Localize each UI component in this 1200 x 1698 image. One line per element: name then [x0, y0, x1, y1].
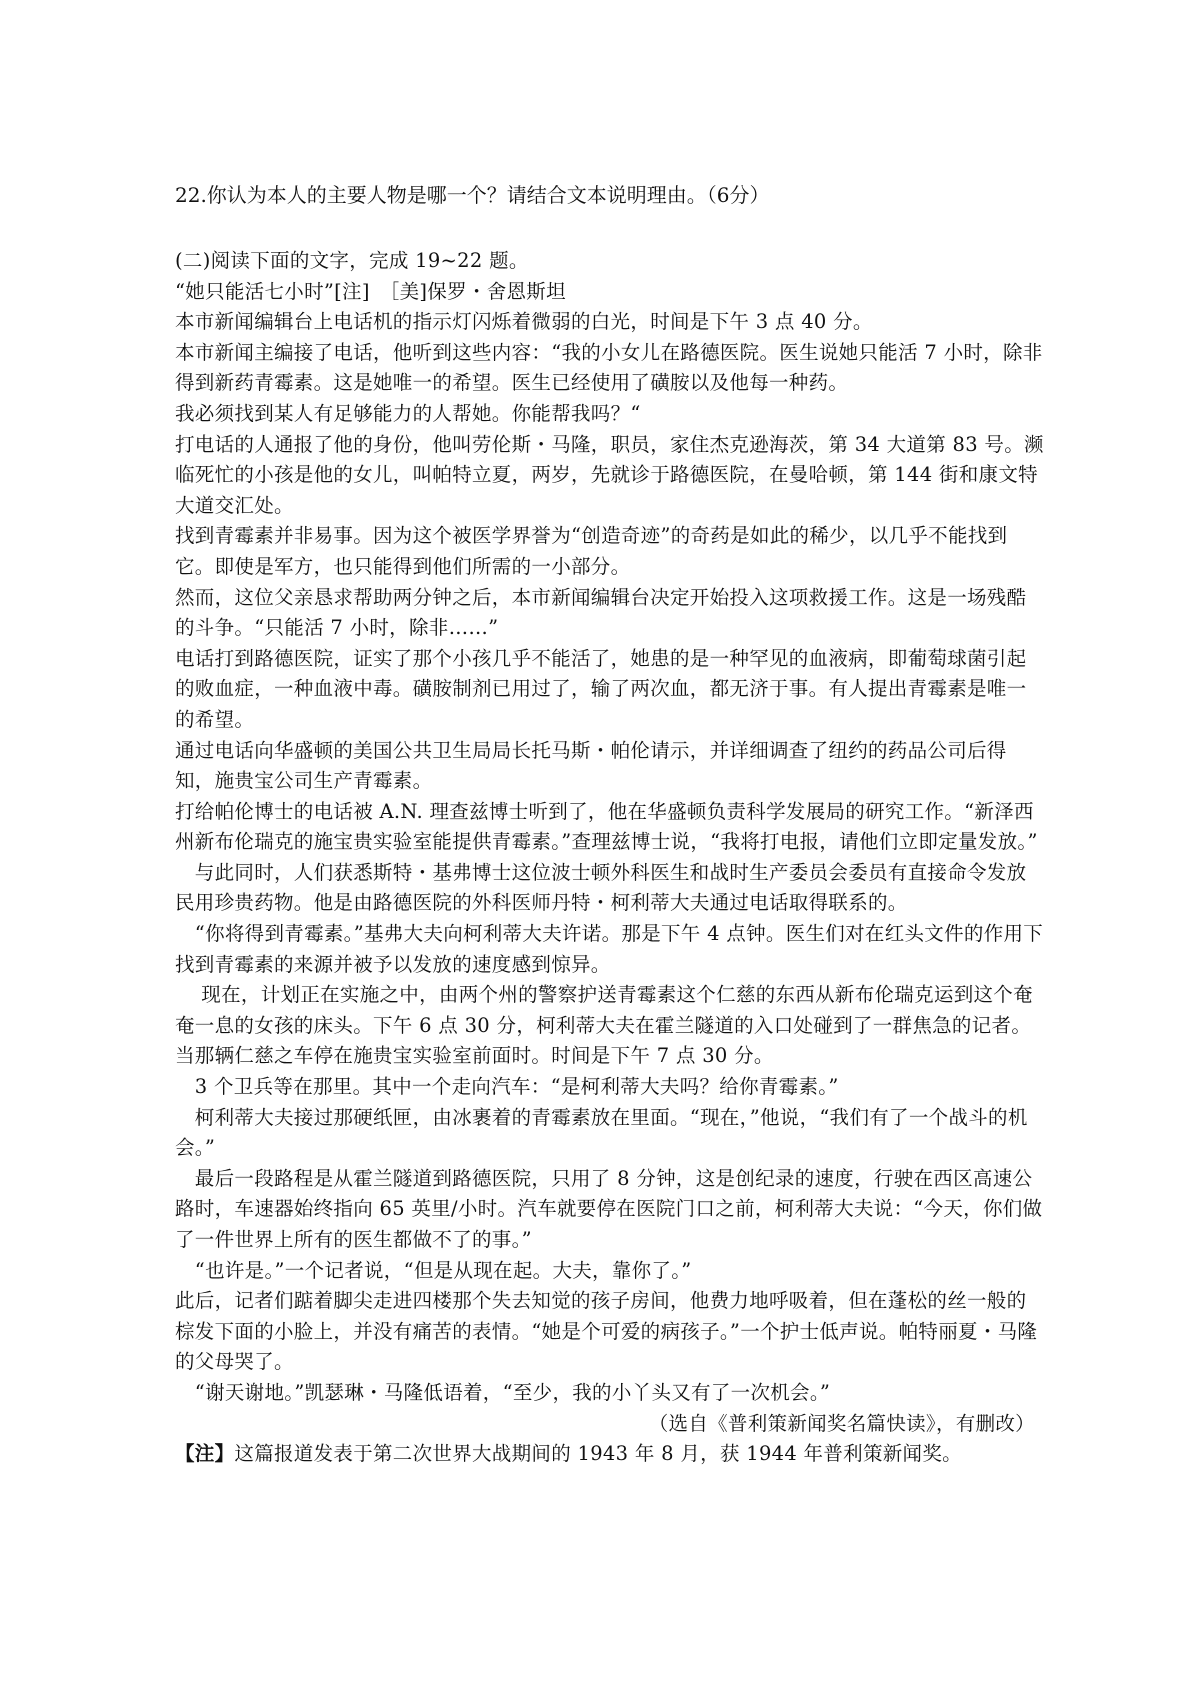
paragraph: 3 个卫兵等在那里。其中一个走向汽车：“是柯利蒂大夫吗？给你青霉素。” — [175, 1075, 839, 1099]
question-22: 22.你认为本人的主要人物是哪一个？请结合文本说明理由。（6分） — [175, 183, 770, 207]
footnote — [175, 1439, 1045, 1470]
passage-title-line: “她只能活七小时”[注] ［美]保罗・舍恩斯坦 — [175, 279, 566, 303]
paragraph: 打给帕伦博士的电话被 A.N. 理查兹博士听到了，他在华盛顿负责科学发展局的研究工作。“新泽西州新布伦瑞克的施宝贵实验室能提供青霉素。”查理兹博士说，“我将打电报，请他们立即定量发放。” — [175, 799, 1038, 854]
section-intro: (二)阅读下面的文字，完成 19~22 题。 — [175, 249, 529, 272]
paragraph: “谢天谢地。”凯瑟琳・马隆低语着，“至少，我的小丫头又有了一次机会。” — [175, 1380, 831, 1404]
paragraph: 电话打到路德医院，证实了那个小孩几乎不能活了，她患的是一种罕见的血液病，即葡萄球菌引起的败血症，一种血液中毒。磺胺制剂已用过了，输了两次血，都无济于事。有人提出青霉素是唯一的希望。 — [175, 646, 1027, 731]
paragraph: “也许是。”一个记者说，“但是从现在起。大夫，靠你了。” — [175, 1258, 692, 1282]
paragraph: 本市新闻编辑台上电话机的指示灯闪烁着微弱的白光，时间是下午 3 点 40 分。 — [175, 310, 873, 334]
paragraph: 通过电话向华盛顿的美国公共卫生局局长托马斯・帕伦请示，并详细调查了纽约的药品公司后得知，施贵宝公司生产青霉素。 — [175, 738, 1007, 793]
paragraph: 现在，计划正在实施之中，由两个州的警察护送青霉素这个仁慈的东西从新布伦瑞克运到这个奄奄一息的女孩的床头。下午 6 点 30 分，柯利蒂大夫在霍兰隧道的入口处碰到了一群焦急的记者。当那辆仁慈之车停在施贵宝实验室前面时。时间是下午 7 点 30 分。 — [175, 983, 1033, 1068]
footnote-text: 这篇报道发表于第二次世界大战期间的 1943 年 8 月，获 1944 年普利策新闻奖。 — [234, 1442, 962, 1466]
paragraph: 此后，记者们踮着脚尖走进四楼那个失去知觉的孩子房间，他费力地呼吸着，但在蓬松的丝一般的棕发下面的小脸上，并没有痛苦的表情。“她是个可爱的病孩子。”一个护士低声说。帕特丽夏・马隆的父母哭了。 — [175, 1289, 1038, 1374]
paragraph: 我必须找到某人有足够能力的人帮她。你能帮我吗？“ — [175, 401, 641, 425]
reading-passage — [175, 246, 1045, 1470]
paragraph: 与此同时，人们获悉斯特・基弗博士这位波士顿外科医生和战时生产委员会委员有直接命令发放民用珍贵药物。他是由路德医院的外科医师丹特・柯利蒂大夫通过电话取得联系的。 — [175, 860, 1027, 915]
footnote-label: 【注】 — [175, 1442, 235, 1466]
paragraph: 找到青霉素并非易事。因为这个被医学界誉为“创造奇迹”的奇药是如此的稀少，以几乎不能找到它。即使是军方，也只能得到他们所需的一小部分。 — [175, 524, 1008, 578]
paragraph: “你将得到青霉素。”基弗大夫向柯利蒂大夫许诺。那是下午 4 点钟。医生们对在红头文件的作用下找到青霉素的来源并被予以发放的速度感到惊异。 — [175, 922, 1044, 976]
paragraph: 最后一段路程是从霍兰隧道到路德医院，只用了 8 分钟，这是创纪录的速度，行驶在西区高速公路时，车速器始终指向 65 英里/小时。汽车就要停在医院门口之前，柯利蒂大夫说：“今天，你们做了一件世界上所有的医生都做不了的事。” — [175, 1166, 1043, 1251]
paragraph: 然而，这位父亲恳求帮助两分钟之后，本市新闻编辑台决定开始投入这项救援工作。这是一场残酷的斗争。“只能活 7 小时，除非……” — [175, 585, 1027, 640]
source-citation: （选自《普利策新闻奖名篇快读》，有删改） — [648, 1411, 1035, 1435]
paragraph: 打电话的人通报了他的身份，他叫劳伦斯・马隆，职员，家住杰克逊海茨，第 34 大道第 83 号。濒临死忙的小孩是他的女儿，叫帕特立夏，两岁，先就诊于路德医院，在曼哈顿，第 144 街和康文特大道交汇处。 — [175, 432, 1044, 517]
paragraph: 本市新闻主编接了电话，他听到这些内容：“我的小女儿在路德医院。医生说她只能活 7 小时，除非得到新药青霉素。这是她唯一的希望。医生已经使用了磺胺以及他每一种药。 — [175, 340, 1043, 395]
paragraph: 柯利蒂大夫接过那硬纸匣，由冰裹着的青霉素放在里面。“现在，”他说，“我们有了一个战斗的机会。” — [175, 1105, 1028, 1160]
